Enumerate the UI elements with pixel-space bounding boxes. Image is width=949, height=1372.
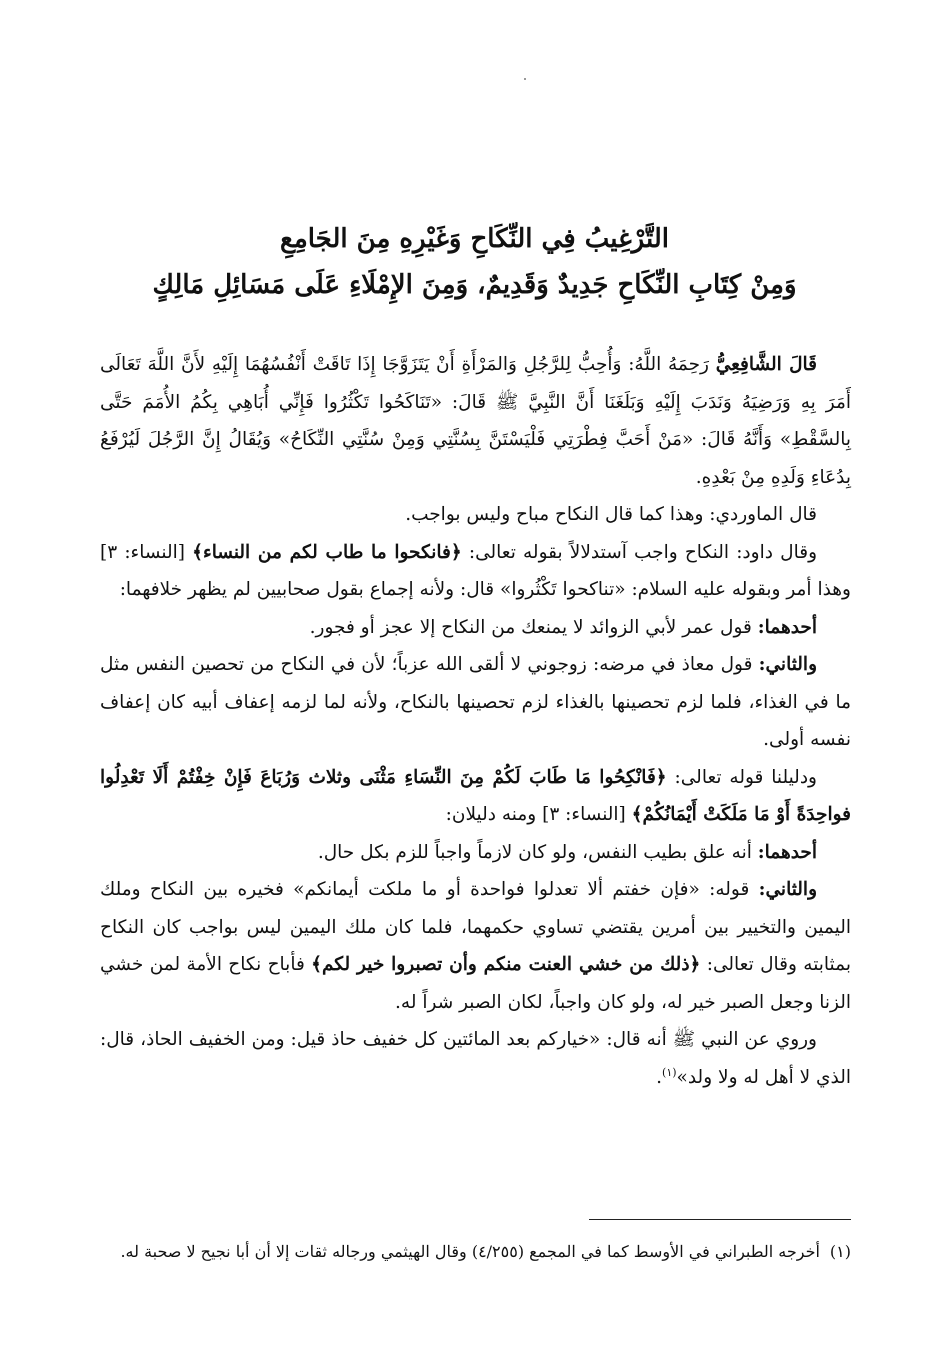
paragraph-our-evidence — [100, 759, 851, 834]
paragraph-text: قول معاذ في مرضه: زوجوني لا ألقى الله عزباً؛ لأن في النكاح من تحصين النفس مثل ما في الغذاء، فلما لزم تحصينها بالغذاء لزم تحصينها بالنكاح، ولأنه لما لزمه إعفاف أبيه كان إعفاف نفسه أولى. — [100, 654, 851, 750]
quran-quote: ﴿فانكحوا ما طاب لكم من النساء﴾ — [192, 541, 462, 563]
footnote-number: (١) — [829, 1242, 851, 1261]
paragraph-text: قوله: «فإن خفتم ألا تعدلوا فواحدة أو ما ملكت أيمانكم» فخيره بين النكاح وملك اليمين والتخيير بين أمرين يقتضي تساوي حكمهما، فلما كان ملك اليمين ليس بواجب كان النكاح بمثابته وقال تعالى: — [100, 879, 851, 975]
paragraph-tail: . — [656, 1066, 663, 1088]
paragraph-lead: أحدهما: — [757, 616, 817, 638]
chapter-heading — [130, 216, 819, 308]
paragraph-first-evidence — [100, 609, 851, 647]
paragraph-lead: والثاني: — [758, 879, 817, 900]
paragraph-text: وروي عن النبي ﷺ أنه قال: «خياركم بعد المائتين كل خفيف حاذ قيل: ومن الخفيف الحاذ، قال: الذي لا أهل له ولا ولد» — [100, 1029, 851, 1088]
paragraph-tail: [النساء: ٣] وهذا أمر وبقوله عليه السلام: «تناكحوا تَكْثُروا» قال: ولأنه إجماع بقول صحابيين لم يظهر خلافهما: — [100, 541, 851, 600]
page-mark — [524, 78, 526, 80]
footnote — [100, 1237, 851, 1266]
main-text — [100, 346, 851, 1096]
paragraph-first-proof — [100, 834, 851, 872]
paragraph-hadith — [100, 1021, 851, 1096]
paragraph-text: قول عمر لأبي الزوائد لا يمنعك من النكاح إلا عجز أو فجور. — [309, 616, 758, 638]
quran-quote: ﴿ذلك من خشي العنت منكم وأن تصبروا خير لكم﴾ — [311, 954, 701, 975]
paragraph-text: أنه علق بطيب النفس، ولو كان لازماً واجباً للزم بكل حال. — [317, 841, 758, 863]
paragraph-second-proof — [100, 871, 851, 1021]
paragraph-tail: [النساء: ٣] ومنه دليلان: — [445, 804, 632, 825]
paragraph-text: رَحِمَهُ اللَّهُ: وَأُحِبُّ لِلرَّجُلِ وَالمَرْأَةِ أَنْ يَتَزَوَّجَا إِذَا تَاقَتْ أَنْفُسُهُمَا إِلَيْهِ لأَنَّ اللَّهَ تَعَالَى أَمَرَ بِهِ وَرَضِيَهُ وَنَدَبَ إِلَيْهِ وَبَلَغَنَا أَنَّ النَّبِيَّ ﷺ قَالَ: «تَنَاكَحُوا تَكْثُرُوا فَإِنِّي أُبَاهِي بِكُمُ الأُمَمَ حَتَّى بِالسَّقْطِ» وَأَنَّهُ قَالَ: «مَنْ أَحَبَّ فِطْرَتِي فَلْيَسْتَنَّ بِسُنَّتِي وَمِنْ سُنَّتِي النِّكَاحُ» وَيُقَالُ إِنَّ الرَّجُلَ لَيُرْفَعُ بِدُعَاءِ وَلَدِهِ مِنْ بَعْدِهِ. — [100, 354, 851, 488]
footnote-text: أخرجه الطبراني في الأوسط كما في المجمع (٤/٢٥٥) وقال الهيثمي ورجاله ثقات إلا أن أبا نجيح لا صحبة له. — [120, 1242, 820, 1261]
footnote-ref[interactable]: (١) — [662, 1065, 677, 1079]
paragraph-shafii — [100, 346, 851, 496]
paragraph-second-evidence — [100, 646, 851, 759]
paragraph-mawardi — [100, 496, 851, 534]
quran-quote: ﴿فَانْكِحُوا مَا طَابَ لَكُمْ مِنَ النِّسَاءِ مَثْنَى وثلاث وَرُبَاعَ فَإِنْ خِفْتُمْ أَلَا تَعْدِلُوا فواحِدَةً أَوْ مَا مَلَكَتْ أَيْمَانُكُمْ﴾ — [100, 766, 851, 825]
paragraph-tail: فأباح نكاح الأمة لمن خشي الزنا وجعل الصبر خير له، ولو كان واجباً، لكان الصبر شراً له. — [100, 954, 851, 1013]
paragraph-lead: أحدهما: — [757, 841, 817, 863]
paragraph-lead: والثاني: — [758, 654, 817, 675]
paragraph-text: وقال داود: النكاح واجب آستدلالاً بقوله تعالى: — [461, 541, 817, 563]
footnote-divider — [589, 1219, 851, 1220]
paragraph-dawud — [100, 534, 851, 609]
chapter-subtitle: وَمِنْ كِتَابِ النِّكَاحِ جَدِيدٌ وَقَدِيمٌ، وَمِنَ الإِمْلَاءِ عَلَى مَسَائِلِ مَالِكٍ — [152, 270, 797, 300]
paragraph-text: ودليلنا قوله تعالى: — [666, 766, 817, 788]
paragraph-text: قال الماوردي: وهذا كما قال النكاح مباح وليس بواجب. — [405, 504, 817, 525]
paragraph-lead: قَالَ الشَّافِعِيُّ — [715, 354, 817, 375]
chapter-title: التَّرْغِيبُ فِي النِّكَاحِ وَغَيْرِهِ مِنَ الجَامِعِ — [279, 224, 670, 254]
